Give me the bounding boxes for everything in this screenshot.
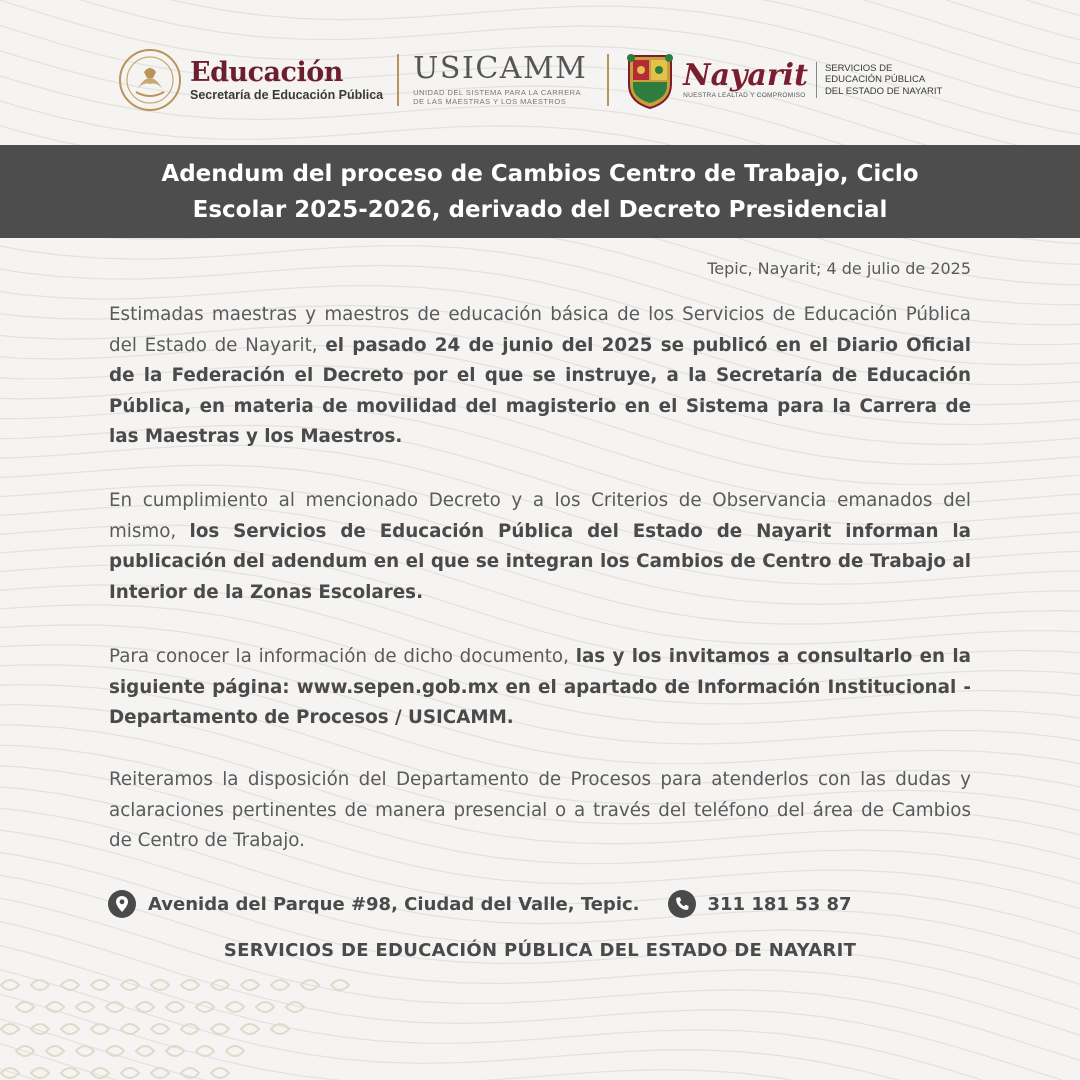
footer-organization: SERVICIOS DE EDUCACIÓN PÚBLICA DEL ESTADO DE NAYARIT [223,940,857,961]
nayarit-logo [623,50,942,110]
sep-name: Educación [190,56,343,88]
usicamm-name: USICAMM [413,50,588,86]
sepen-line-3: DEL ESTADO DE NAYARIT [824,85,943,97]
paragraph-3 [109,642,971,734]
nayarit-shield-icon [623,50,677,110]
date-line: Tepic, Nayarit; 4 de julio de 2025 [707,259,971,278]
paragraph-2-normal: En cumplimiento al mencionado Decreto y a los Criterios de Observancia emanados del mismo, [109,490,971,542]
title-line-1: Adendum del proceso de Cambios Centro de Trabajo, Ciclo [161,160,919,187]
usicamm-logo [413,50,593,107]
logo-divider [397,54,399,106]
sepen-line-1: SERVICIOS DE [824,62,893,74]
paragraph-4 [109,765,971,857]
paragraph-2-bold: los Servicios de Educación Pública del Estado de Nayarit informan la publicación del adendum en el que se integran los Cambios de Centro de Trabajo al Interior de la Zonas Escolares. [109,520,971,603]
paragraph-4-normal: Reiteramos la disposición del Departamento de Procesos para atenderlos con las dudas y aclaraciones pertinentes de manera presencial o a través del teléfono del área de Cambios de Centro de Trabajo. [109,769,971,851]
paragraph-2 [109,486,971,608]
phone-icon [668,890,696,918]
sep-logo [118,48,383,112]
nayarit-motto: NUESTRA LEALTAD Y COMPROMISO [683,91,806,99]
location-pin-icon [108,890,136,918]
page-title [90,156,990,228]
logo-divider [816,62,817,98]
sep-subtitle: Secretaría de Educación Pública [190,87,384,102]
title-line-2: Escolar 2025-2026, derivado del Decreto Presidencial [192,196,888,223]
phone-text: 311 181 53 87 [707,893,852,915]
paragraph-1-bold: el pasado 24 de junio del 2025 se publicó en el Diario Oficial de la Federación el Decreto por el que se instruye, a la Secretaría de Educación Pública, en materia de movilidad del magisterio en el Sistema para la Carrera de las Maestras y los Maestros. [109,334,971,447]
paragraph-3-bold: las y los invitamos a consultarlo en la siguiente página: www.sepen.gob.mx en el apartado de Información Institucional - Departamento de Procesos / USICAMM. [109,646,972,728]
header-logos [118,44,968,116]
logo-divider [607,54,609,106]
nayarit-name: Nayarit [683,57,808,93]
sepen-subtitle [825,63,942,97]
paragraph-1 [109,300,971,453]
contact-row [108,888,852,920]
sepen-line-2: EDUCACIÓN PÚBLICA [824,74,926,86]
mexico-seal-icon [118,48,182,112]
address-text: Avenida del Parque #98, Ciudad del Valle, Tepic. [148,893,640,915]
usicamm-subtitle: UNIDAD DEL SISTEMA PARA LA CARRERA DE LAS MAESTRAS Y LOS MAESTROS [413,87,581,106]
paragraph-3-normal: Para conocer la información de dicho documento, [109,646,576,667]
title-band [0,145,1080,238]
paragraph-1-normal: Estimadas maestras y maestros de educación básica de los Servicios de Educación Pública del Estado de Nayarit, [109,304,971,356]
